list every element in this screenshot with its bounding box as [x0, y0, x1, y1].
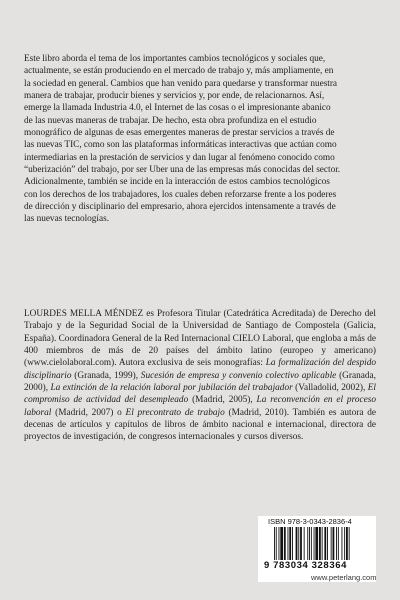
- barcode-bar: [331, 527, 332, 560]
- bio-work-title: La extinción de la relación laboral por jubilación del trabajador: [50, 383, 293, 394]
- blurb-line: monográfico de algunas de esas emergentes maneras de prestar servicios a través de: [24, 128, 335, 139]
- bio-text: (Madrid, 2007) o: [51, 407, 126, 418]
- author-bio: [24, 308, 376, 444]
- barcode-bar: [307, 527, 308, 560]
- blurb-line: manera de trabajar, producir bienes y servicios y, por ende, de relacionarnos. Así,: [24, 91, 325, 102]
- barcode-bar: [298, 527, 299, 560]
- barcode-bar: [319, 527, 321, 560]
- blurb-line: las nuevas TIC, como son las plataformas informáticas interactivas que actúan como: [24, 140, 337, 151]
- barcode-bar: [289, 527, 291, 560]
- barcode-number: 9 783034 328364: [264, 560, 347, 571]
- barcode-bar: [322, 527, 323, 560]
- blurb-line: actualmente, se están produciendo en el mercado de trabajo y, más ampliamente, en: [24, 66, 334, 77]
- bio-text: (Granada, 1999),: [71, 370, 141, 381]
- barcode-bar: [346, 527, 348, 560]
- barcode-bar: [344, 527, 345, 560]
- barcode-bar: [280, 527, 283, 560]
- bio-text: (Madrid, 2010). También es autora de decenas de artículos y capítulos de libros de ámbito nacional e internacional, directora de proyectos de investigación, de congresos internacionales y cursos diversos.: [24, 407, 376, 443]
- bio-text: (Madrid, 2005),: [188, 395, 257, 406]
- book-blurb: [24, 53, 376, 226]
- barcode-bar: [279, 527, 280, 560]
- blurb-line: con los derechos de los trabajadores, los cuales deben reforzarse frente a los poderes: [24, 189, 337, 200]
- barcode-bar: [276, 527, 277, 560]
- barcode-bar: [324, 527, 326, 560]
- bio-work-title: La formalización del despido disciplinario: [24, 358, 376, 381]
- barcode-bar: [300, 527, 302, 560]
- barcode-bar: [296, 527, 298, 560]
- barcode-bar: [333, 527, 335, 560]
- blurb-line: “uberización” del trabajo, por ser Uber una de las empresas más conocidas del sector.: [24, 165, 341, 176]
- barcode-bar: [309, 527, 310, 560]
- barcode-bar: [315, 527, 318, 560]
- blurb-line: Este libro aborda el tema de los importantes cambios tecnológicos y sociales que,: [24, 54, 326, 64]
- bio-work-title: El compromiso de actividad del desempleado: [24, 383, 376, 406]
- barcode-bar: [284, 527, 286, 560]
- barcode-bar: [338, 527, 339, 560]
- barcode-bar: [342, 527, 343, 560]
- barcode-bar: [327, 527, 328, 560]
- blurb-line: la sociedad en general. Cambios que han venido para quedarse y transformar nuestra: [24, 78, 338, 89]
- barcode-bar: [304, 527, 305, 560]
- barcode-bar: [311, 527, 312, 560]
- barcode-bar: [274, 527, 275, 560]
- publisher-url: www.peterlang.com: [311, 573, 377, 582]
- barcode-bars: [274, 527, 370, 560]
- blurb-line: emerge la llamada Industria 4.0, el Internet de las cosas o el impresionante abanico: [24, 103, 331, 114]
- barcode-bar: [288, 527, 289, 560]
- blurb-line: intermediarias en la prestación de servicios y dan lugar al fenómeno conocido como: [24, 152, 335, 163]
- blurb-line: las nuevas tecnologías.: [24, 214, 109, 225]
- barcode-bar: [292, 527, 293, 560]
- barcode-bar: [349, 527, 350, 560]
- barcode-bar: [336, 527, 337, 560]
- bio-text: (Valladolid, 2002),: [292, 383, 368, 394]
- blurb-line: de las nuevas maneras de trabajar. De hecho, esta obra profundiza en el estudio: [24, 115, 317, 126]
- bio-text: (Granada, 2000),: [24, 370, 376, 394]
- isbn-label: ISBN 978-3-0343-2836-4: [268, 517, 352, 526]
- bio-work-title: Sucesión de empresa y convenio colectivo aplicable: [140, 370, 337, 381]
- bio-work-title: La reconvención en el proceso laboral: [24, 395, 377, 418]
- blurb-line: de dirección y disciplinario del empresario, ahora ejercidos intensamente a través de: [24, 202, 336, 213]
- bio-text: LOURDES MELLA MÉNDEZ es Profesora Titular (Catedrática Acreditada) de Derecho del Trabajo y de la Seguridad Social de la Universidad de Santiago de Compostela (Galicia, España). Coordinadora General de la Red Internacional CIELO Laboral, que engloba a más de 400 miembros de más de 20 países del ámbito latino (europeo y americano) (www.cielolaboral.com). Autora exclusiva de seis monografías:: [24, 309, 376, 369]
- blurb-line: Adicionalmente, también se incide en la interacción de estos cambios tecnológicos: [24, 177, 330, 188]
- barcode-bar: [314, 527, 315, 560]
- bio-work-title: El precontrato de trabajo: [125, 407, 225, 418]
